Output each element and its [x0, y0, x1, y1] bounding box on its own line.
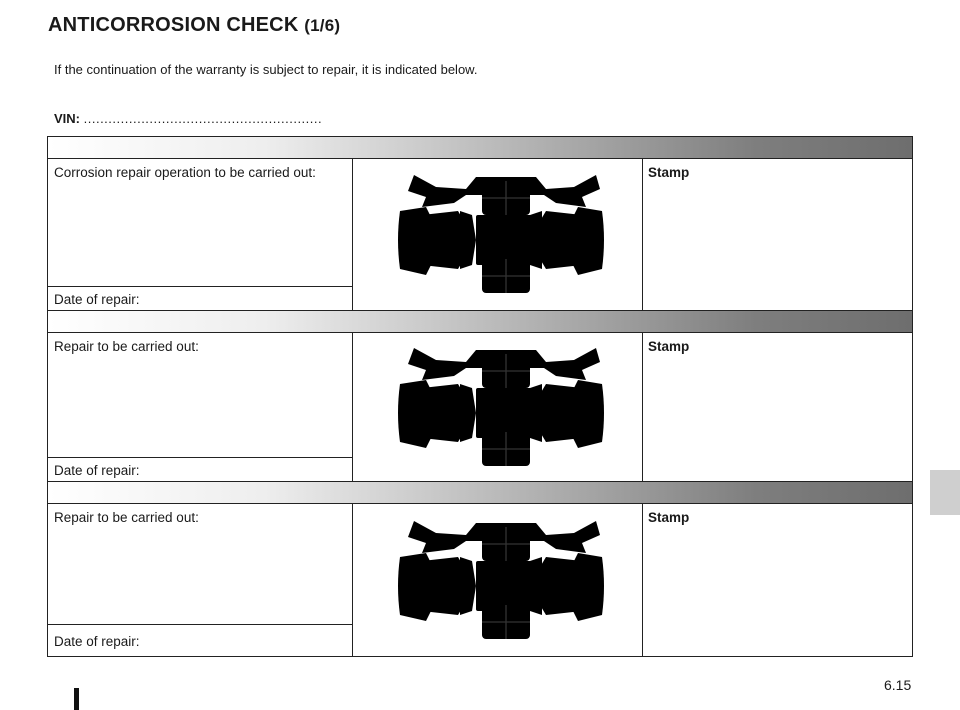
- car-body-diagram-icon: [396, 513, 606, 647]
- car-diagram-cell: [353, 333, 643, 481]
- page-title: [48, 14, 340, 37]
- vin-line: [54, 111, 322, 126]
- operation-cell: [48, 333, 353, 481]
- date-of-repair-row: [48, 457, 352, 481]
- chapter-side-tab: [930, 470, 960, 515]
- page-title-text: ANTICORROSION CHECK: [48, 14, 299, 36]
- repair-section-2: [47, 310, 913, 482]
- page-number: 6.15: [884, 677, 912, 693]
- corner-crop-mark: [74, 688, 79, 710]
- car-diagram-cell: [353, 159, 643, 310]
- date-of-repair-row: [48, 624, 352, 656]
- operation-cell: [48, 504, 353, 656]
- vin-dotted-field: ..........................................................: [83, 111, 323, 126]
- section-header-bar: [48, 137, 912, 159]
- car-body-diagram-icon: [396, 167, 606, 301]
- page-title-part: (1/6): [304, 16, 341, 35]
- stamp-cell: [643, 159, 912, 310]
- vin-label: VIN:: [54, 111, 80, 126]
- operation-label: Repair to be carried out:: [54, 339, 199, 354]
- stamp-label: Stamp: [648, 339, 690, 354]
- operation-cell: [48, 159, 353, 310]
- stamp-label: Stamp: [648, 165, 690, 180]
- repair-section-3: [47, 481, 913, 657]
- date-of-repair-label: Date of repair:: [54, 292, 140, 307]
- stamp-label: Stamp: [648, 510, 690, 525]
- car-diagram-cell: [353, 504, 643, 656]
- date-of-repair-label: Date of repair:: [54, 634, 140, 649]
- operation-label: Corrosion repair operation to be carried out:: [54, 165, 316, 180]
- stamp-cell: [643, 504, 912, 656]
- car-body-diagram-icon: [396, 340, 606, 474]
- section-header-bar: [48, 482, 912, 504]
- date-of-repair-row: [48, 286, 352, 310]
- date-of-repair-label: Date of repair:: [54, 463, 140, 478]
- operation-label: Repair to be carried out:: [54, 510, 199, 525]
- intro-text: If the continuation of the warranty is subject to repair, it is indicated below.: [54, 62, 478, 77]
- stamp-cell: [643, 333, 912, 481]
- section-header-bar: [48, 311, 912, 333]
- repair-section-1: [47, 136, 913, 311]
